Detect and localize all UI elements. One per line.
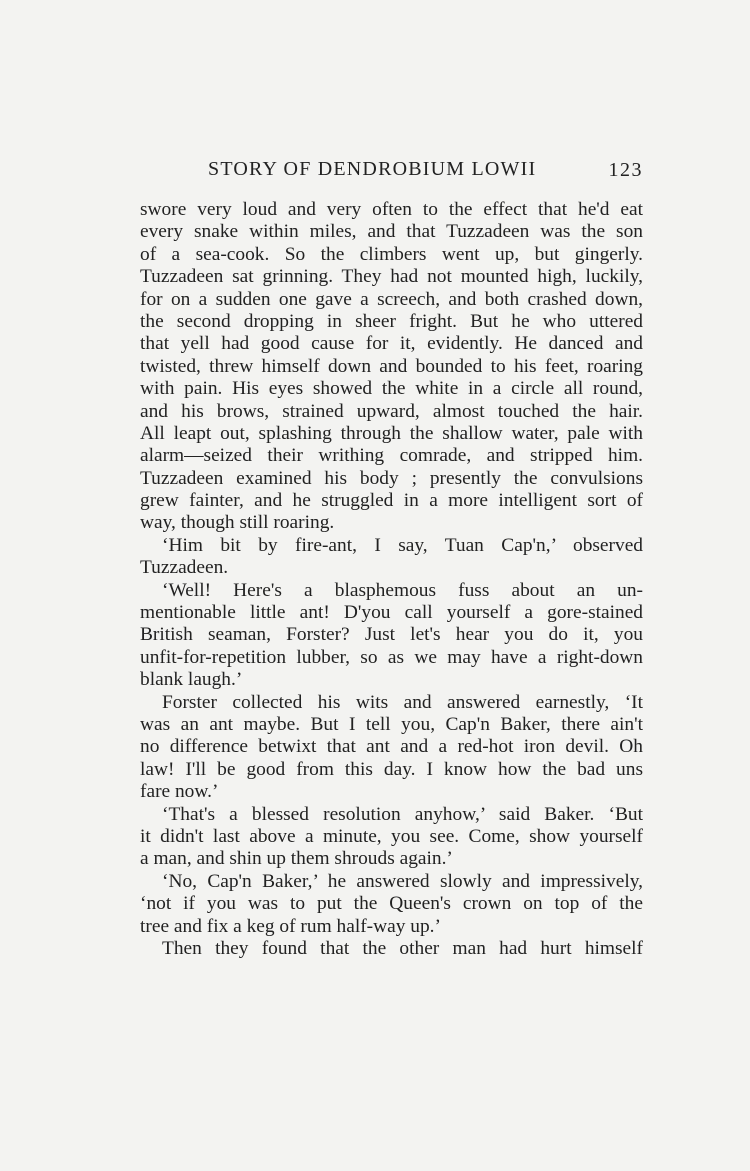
text-line: grew fainter, and he struggled in a more intelligent sort of [140,490,643,512]
text-line: blank laugh.’ [140,669,243,691]
text-line: and his brows, strained upward, almost touched the hair. [140,400,643,422]
text-line: it didn't last above a minute, you see. Come, show yourself [140,825,643,847]
text-line: Forster collected his wits and answered earnestly, ‘It [162,691,643,713]
text-line: every snake within miles, and that Tuzzadeen was the son [140,221,643,243]
text-line: a man, and shin up them shrouds again.’ [140,848,453,870]
text-line: for on a sudden one gave a screech, and both crashed down, [140,288,643,310]
text-line: way, though still roaring. [140,512,335,534]
running-head [140,158,643,188]
text-line: no difference betwixt that ant and a red-hot iron devil. Oh [140,736,643,758]
text-line: Tuzzadeen examined his body ; presently the convulsions [140,467,643,489]
body-text [140,199,643,960]
text-line: unfit-for-repetition lubber, so as we may have a right-down [140,646,643,668]
text-line: was an ant maybe. But I tell you, Cap'n Baker, there ain't [140,713,643,735]
text-line: ‘not if you was to put the Queen's crown on top of the [140,893,643,915]
text-line: the second dropping in sheer fright. But he who uttered [140,310,643,332]
text-line: All leapt out, splashing through the shallow water, pale with [140,422,643,444]
text-line: Tuzzadeen sat grinning. They had not mounted high, luckily, [140,266,643,288]
text-line: alarm—seized their writhing comrade, and stripped him. [140,445,643,467]
text-line: mentionable little ant! D'you call yourself a gore-stained [140,602,643,624]
text-line: ‘Well! Here's a blasphemous fuss about an un- [162,579,643,601]
text-line: ‘That's a blessed resolution anyhow,’ said Baker. ‘But [162,803,643,825]
running-title: STORY OF DENDROBIUM LOWII [208,158,537,180]
text-line: of a sea-cook. So the climbers went up, but gingerly. [140,243,643,265]
text-line: fare now.’ [140,781,219,803]
page-number: 123 [608,159,643,181]
text-line: swore very loud and very often to the effect that he'd eat [140,199,643,220]
text-line: that yell had good cause for it, evidently. He danced and [140,333,643,355]
text-line: Then they found that the other man had hurt himself [162,937,643,959]
text-line: with pain. His eyes showed the white in a circle all round, [140,378,643,400]
text-line: tree and fix a keg of rum half-way up.’ [140,915,441,937]
text-line: Tuzzadeen. [140,557,229,579]
text-line: British seaman, Forster? Just let's hear you do it, you [140,624,643,646]
text-line: twisted, threw himself down and bounded to his feet, roaring [140,355,643,377]
text-line: ‘Him bit by fire-ant, I say, Tuan Cap'n,’ observed [162,534,643,556]
text-line: ‘No, Cap'n Baker,’ he answered slowly and impressively, [162,870,643,892]
text-line: law! I'll be good from this day. I know how the bad uns [140,758,643,780]
